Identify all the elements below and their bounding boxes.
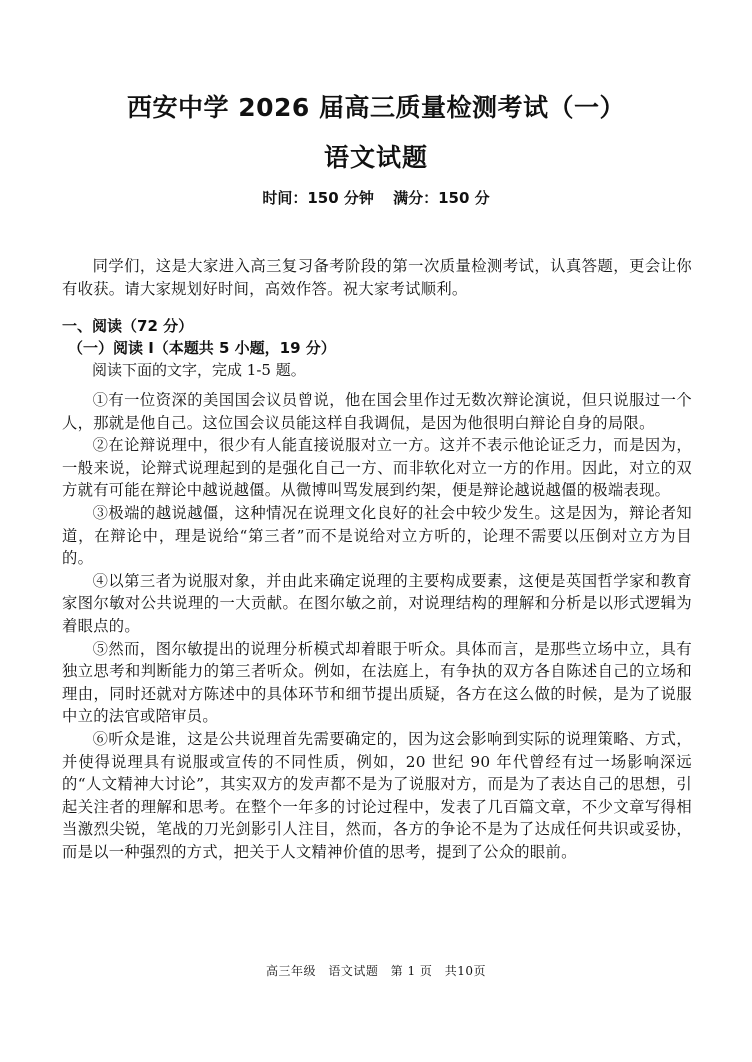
intro-text: 同学们，这是大家进入高三复习备考阶段的第一次质量检测考试，认真答题，更会让你有收获。请大家规划好时间，高效作答。祝大家考试顺利。 (62, 257, 692, 298)
passage-paragraph-2: ②在论辩说理中，很少有人能直接说服对立一方。这并不表示他论证乏力，而是因为，一般来说，论辩式说理起到的是强化自己一方、而非软化对立一方的作用。因此，对立的双方就有可能在辩论中越说越僵。从微博叫骂发展到约架，便是辩论越说越僵的极端表现。 (62, 436, 692, 500)
footer-grade: 高三年级 (265, 964, 316, 978)
footer-total-pages: 共10页 (444, 964, 487, 978)
reading-instruction: 阅读下面的文字，完成 1-5 题。 (92, 361, 306, 379)
exam-time: 时间：150 分钟 (262, 189, 374, 207)
page-footer (0, 962, 752, 979)
footer-page-number: 第 1 页 (390, 964, 433, 978)
exam-time-score (0, 187, 752, 208)
exam-title: 西安中学 2026 届高三质量检测考试（一） (127, 93, 625, 122)
reading-passage (62, 389, 692, 863)
footer-subject: 语文试题 (328, 964, 379, 978)
passage-paragraph-6: ⑥听众是谁，这是公共说理首先需要确定的，因为这会影响到实际的说理策略、方式，并使得说理具有说服或宣传的不同性质，例如，20 世纪 90 年代曾经有过一场影响深远的“人文精神大讨论”，其实双方的发声都不是为了说服对方，而是为了表达自己的思想，引起关注者的理解和思考。在整个一年多的讨论过程中，发表了几百篇文章，不少文章写得相当激烈尖锐，笔战的刀光剑影引人注目，然而，各方的争论不是为了达成任何共识或妥协，而是以一种强烈的方式，把关于人文精神价值的思考，提到了公众的眼前。 (62, 729, 692, 861)
passage-paragraph-5: ⑤然而，图尔敏提出的说理分析模式却着眼于听众。具体而言，是那些立场中立，具有独立思考和判断能力的第三者听众。例如，在法庭上，有争执的双方各自陈述自己的立场和理由，同时还就对方陈述中的具体环节和细节提出质疑，各方在这么做的时候，是为了说服中立的法官或陪审员。 (62, 639, 692, 726)
section-heading-reading: 一、阅读（72 分） (62, 317, 194, 335)
exam-score: 满分：150 分 (393, 189, 490, 207)
passage-paragraph-1: ①有一位资深的美国国会议员曾说，他在国会里作过无数次辩论演说，但只说服过一个人，那就是他自己。这位国会议员能这样自我调侃，是因为他很明白辩论自身的局限。 (62, 391, 692, 432)
intro-block (62, 255, 692, 300)
passage-paragraph-4: ④以第三者为说服对象，并由此来确定说理的主要构成要素，这便是英国哲学家和教育家图尔敏对公共说理的一大贡献。在图尔敏之前，对说理结构的理解和分析是以形式逻辑为着眼点的。 (62, 571, 692, 635)
exam-subtitle: 语文试题 (323, 143, 428, 172)
passage-paragraph-3: ③极端的越说越僵，这种情况在说理文化良好的社会中较少发生。这是因为，辩论者知道，在辩论中，理是说给“第三者”而不是说给对立方听的，论理不需要以压倒对立方为目的。 (62, 503, 692, 568)
subsection-heading-reading-1: （一）阅读 I（本题共 5 小题，19 分） (68, 339, 336, 357)
